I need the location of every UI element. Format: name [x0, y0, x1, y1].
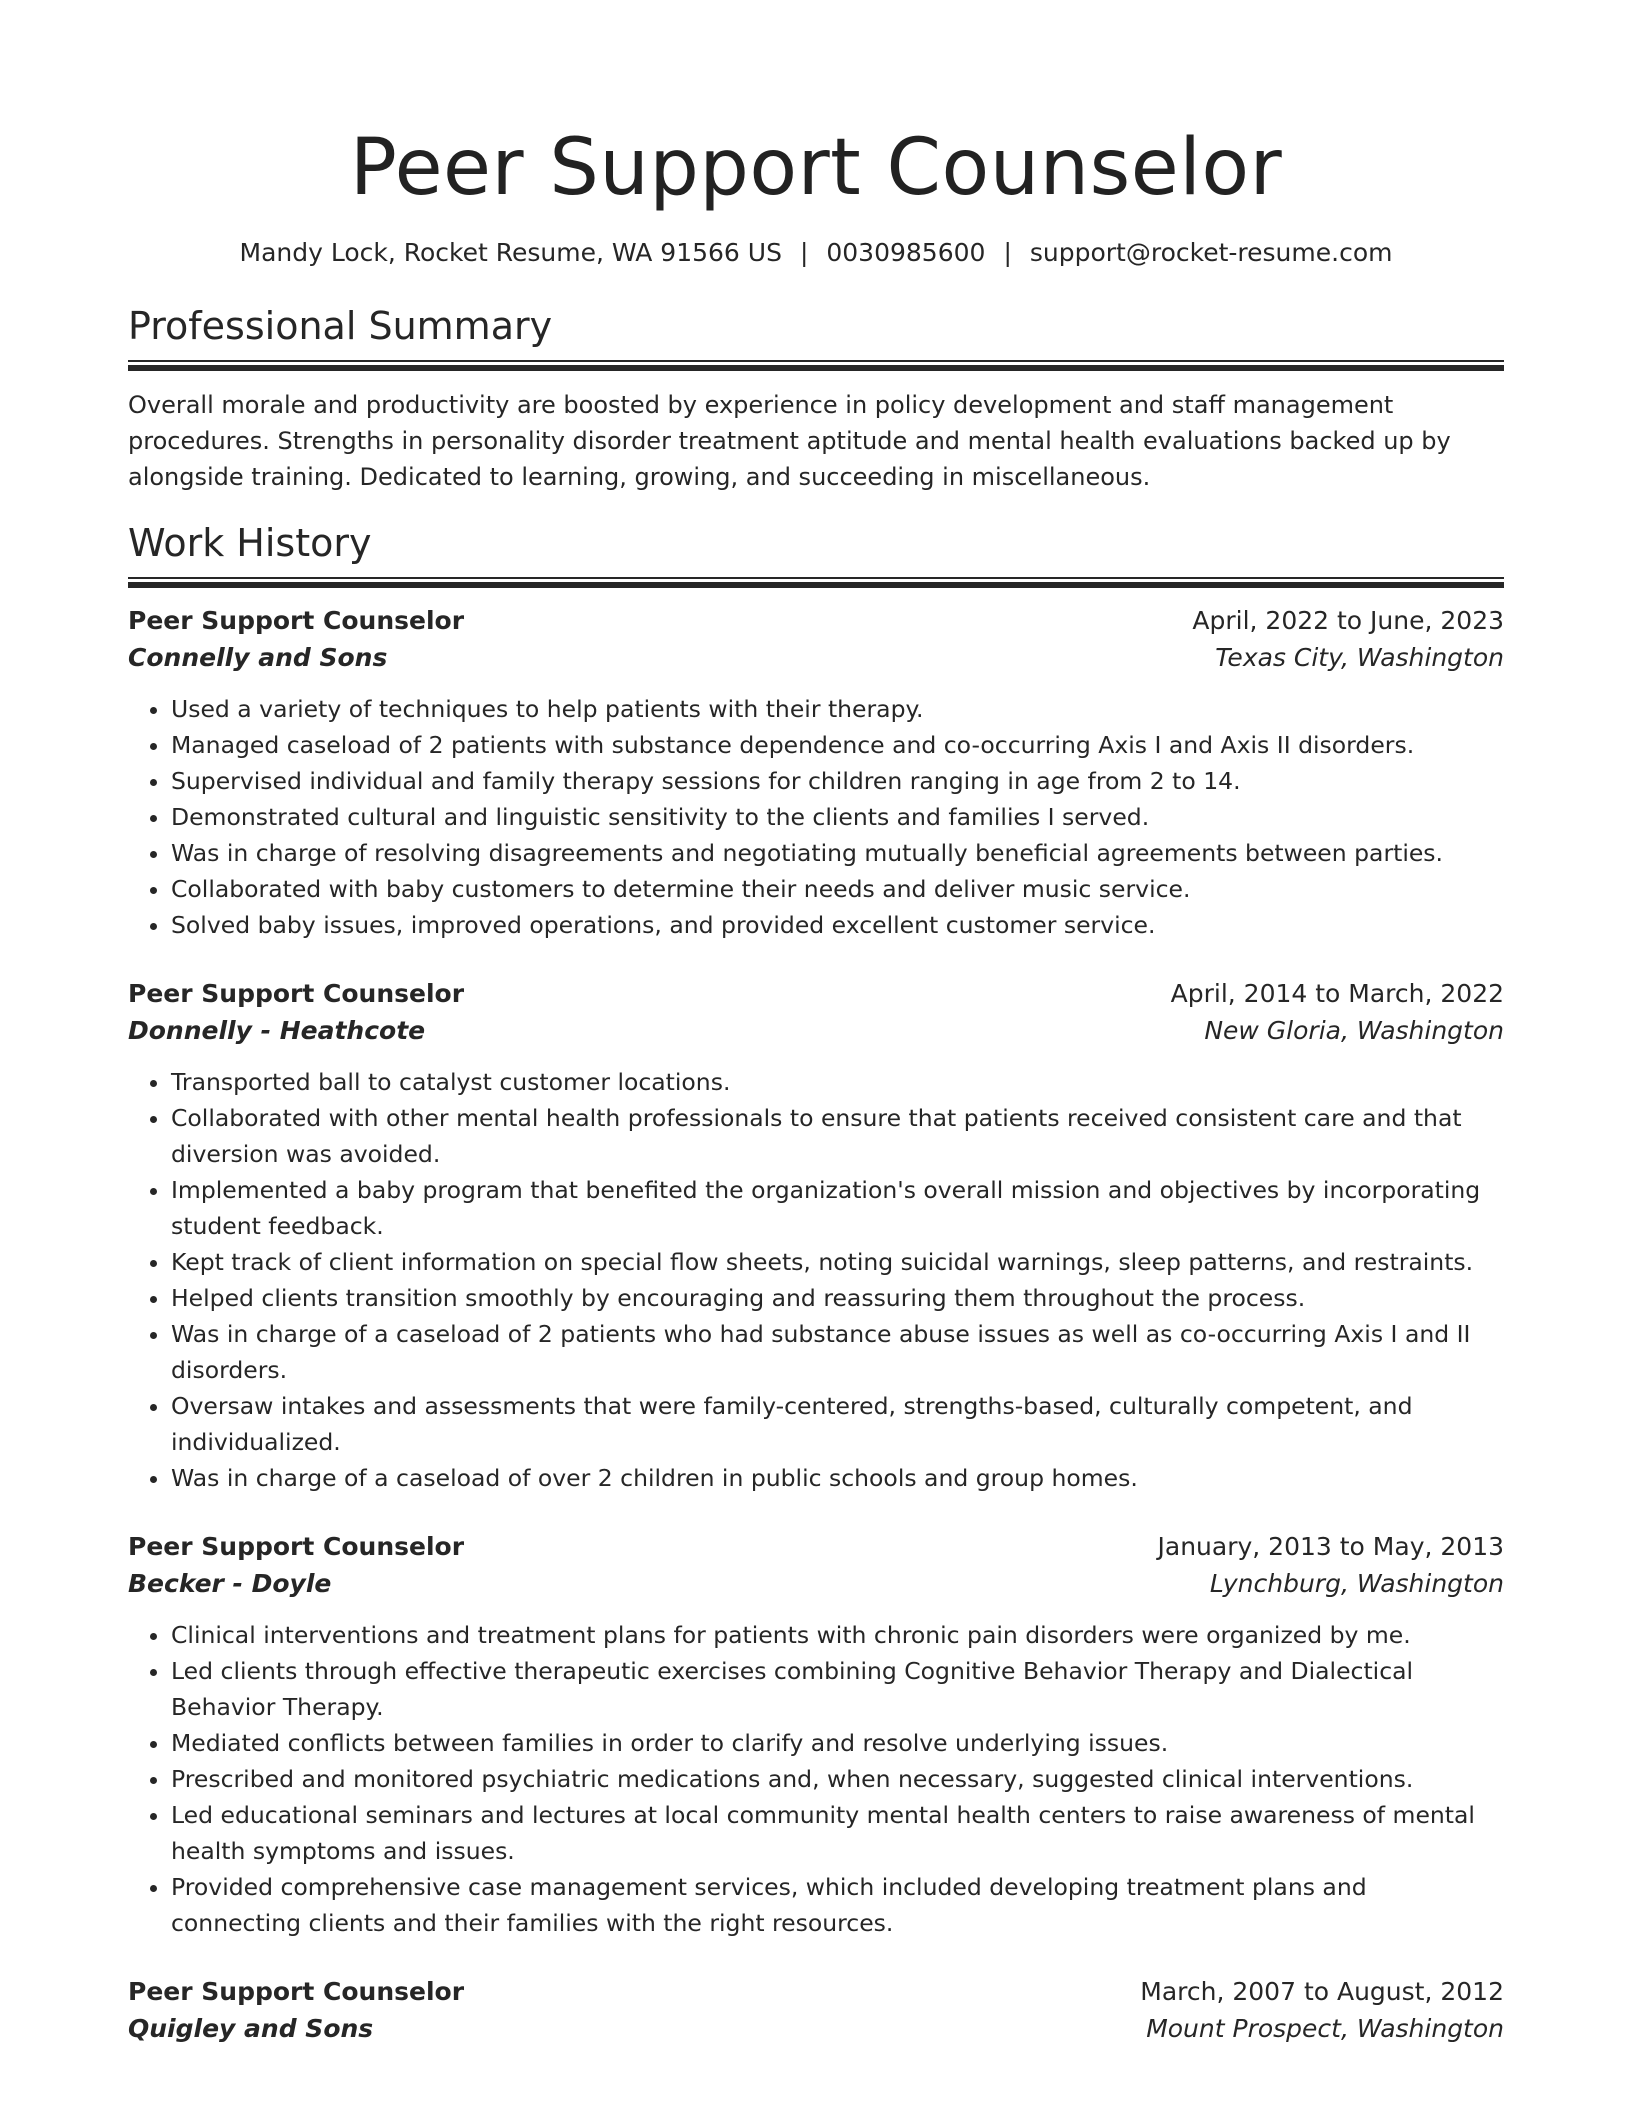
job-dates: March, 2007 to August, 2012 [1140, 1977, 1504, 2006]
job-bullet: • Supervised individual and family therapy sessions for children ranging in age from 2 to 14. [171, 763, 1504, 799]
contact-separator: | [799, 238, 809, 267]
job-entry [128, 602, 1504, 943]
contact-line [128, 236, 1504, 270]
job-bullets [128, 1064, 1504, 1496]
job-company: Quigley and Sons [128, 2014, 374, 2043]
job-bullets [128, 1617, 1504, 1941]
job-dates: January, 2013 to May, 2013 [1157, 1532, 1504, 1561]
contact-email: support@rocket-resume.com [1029, 238, 1393, 267]
work-history-heading: Work History [128, 521, 372, 565]
job-list [128, 602, 1504, 2048]
job-title: Peer Support Counselor [128, 606, 465, 635]
job-bullet: • Transported ball to catalyst customer locations. [171, 1064, 1504, 1100]
job-company: Becker - Doyle [128, 1569, 332, 1598]
summary-heading: Professional Summary [128, 304, 553, 348]
job-location: New Gloria, Washington [1204, 1016, 1504, 1045]
job-location: Texas City, Washington [1215, 643, 1504, 672]
job-bullet: • Clinical interventions and treatment plans for patients with chronic pain disorders were organized by me. [171, 1617, 1504, 1653]
job-location: Lynchburg, Washington [1209, 1569, 1504, 1598]
job-company: Connelly and Sons [128, 643, 388, 672]
resume-name: Peer Support Counselor [349, 123, 1283, 213]
job-bullet: • Provided comprehensive case management services, which included developing treatment plans and connecting clients and their families with the right resources. [171, 1869, 1504, 1941]
job-bullet: • Collaborated with baby customers to determine their needs and deliver music service. [171, 871, 1504, 907]
job-bullet: • Was in charge of resolving disagreements and negotiating mutually beneficial agreements between parties. [171, 835, 1504, 871]
job-location: Mount Prospect, Washington [1146, 2014, 1504, 2043]
job-entry [128, 1973, 1504, 2048]
job-title: Peer Support Counselor [128, 1532, 465, 1561]
job-bullet: • Oversaw intakes and assessments that were family-centered, strengths-based, culturally competent, and individualized. [171, 1388, 1504, 1460]
job-bullet: • Helped clients transition smoothly by encouraging and reassuring them throughout the process. [171, 1280, 1504, 1316]
job-bullet: • Was in charge of a caseload of over 2 children in public schools and group homes. [171, 1460, 1504, 1496]
contact-phone: 0030985600 [826, 238, 986, 267]
job-bullets [128, 691, 1504, 943]
job-bullet: • Mediated conflicts between families in order to clarify and resolve underlying issues. [171, 1725, 1504, 1761]
job-entry [128, 1528, 1504, 1941]
job-bullet: • Led educational seminars and lectures at local community mental health centers to raise awareness of mental health symptoms and issues. [171, 1797, 1504, 1869]
job-dates: April, 2022 to June, 2023 [1192, 606, 1504, 635]
job-bullet: • Managed caseload of 2 patients with substance dependence and co-occurring Axis I and Axis II disorders. [171, 727, 1504, 763]
job-bullet: • Was in charge of a caseload of 2 patients who had substance abuse issues as well as co-occurring Axis I and II disorders. [171, 1316, 1504, 1388]
job-bullet: • Collaborated with other mental health professionals to ensure that patients received consistent care and that diversion was avoided. [171, 1100, 1504, 1172]
job-bullet: • Demonstrated cultural and linguistic sensitivity to the clients and families I served. [171, 799, 1504, 835]
job-bullet: • Kept track of client information on special flow sheets, noting suicidal warnings, sleep patterns, and restraints. [171, 1244, 1504, 1280]
job-bullet: • Implemented a baby program that benefited the organization's overall mission and objectives by incorporating student feedback. [171, 1172, 1504, 1244]
job-company: Donnelly - Heathcote [128, 1016, 426, 1045]
contact-address: Mandy Lock, Rocket Resume, WA 91566 US [239, 238, 782, 267]
job-title: Peer Support Counselor [128, 1977, 465, 2006]
job-title: Peer Support Counselor [128, 979, 465, 1008]
job-dates: April, 2014 to March, 2022 [1170, 979, 1504, 1008]
job-entry [128, 975, 1504, 1496]
section-divider [128, 360, 1504, 371]
job-bullet: • Solved baby issues, improved operations, and provided excellent customer service. [171, 907, 1504, 943]
summary-text: Overall morale and productivity are boosted by experience in policy development and staff management procedures. Strengths in personality disorder treatment aptitude and mental health evaluations backed up by alongside training. Dedicated to learning, growing, and succeeding in miscellaneous. [128, 391, 1451, 491]
job-bullet: • Used a variety of techniques to help patients with their therapy. [171, 691, 1504, 727]
section-divider [128, 577, 1504, 588]
job-bullet: • Led clients through effective therapeutic exercises combining Cognitive Behavior Therapy and Dialectical Behavior Therapy. [171, 1653, 1504, 1725]
job-bullet: • Prescribed and monitored psychiatric medications and, when necessary, suggested clinical interventions. [171, 1761, 1504, 1797]
contact-separator: | [1003, 238, 1012, 267]
